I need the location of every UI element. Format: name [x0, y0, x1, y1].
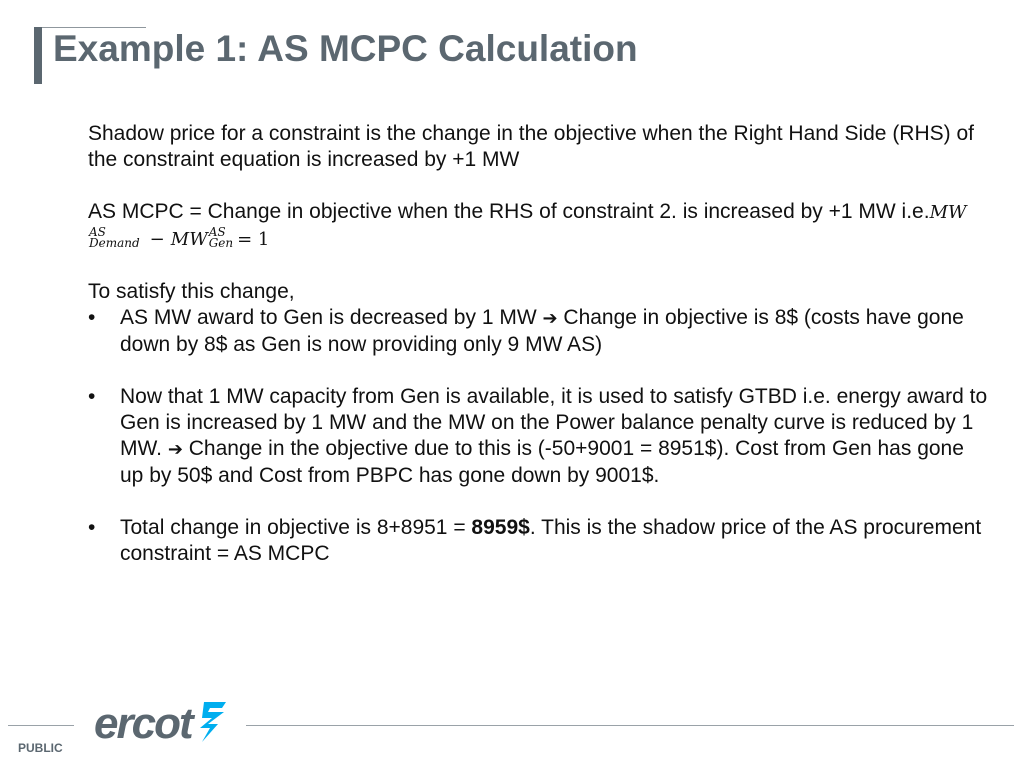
- intro-paragraph: Shadow price for a constraint is the change in the objective when the Right Hand Side (RHS) of the constraint equation is increased by +1 MW: [88, 122, 974, 171]
- bullet-2-text-end: Change in the objective due to this is (-50+9001 = 8951$). Cost from Gen has gone up by 50$ and Cost from PBPC has gone down by 9001$.: [120, 437, 964, 487]
- classification-label: PUBLIC: [18, 741, 63, 755]
- slide-title: Example 1: AS MCPC Calculation: [53, 28, 638, 69]
- bullet-item: [88, 305, 988, 358]
- equation-rhs: = 1: [237, 229, 270, 250]
- bullet-list: [88, 305, 988, 567]
- right-arrow-icon: ➔: [167, 439, 183, 460]
- lead-in-text: To satisfy this change,: [88, 280, 295, 303]
- equation-term1-sup: AS: [89, 225, 106, 239]
- bullet-icon: •: [88, 516, 96, 539]
- slide-body: [88, 121, 988, 567]
- equation-operator: −: [149, 229, 165, 250]
- logo-wordmark: ercot: [94, 699, 192, 748]
- definition-paragraph: [88, 199, 988, 253]
- ercot-logo: [94, 694, 228, 754]
- right-arrow-icon: ➔: [542, 308, 558, 329]
- bullet-3-text-end: . This is the shadow price of the AS procurement constraint = AS MCPC: [120, 516, 982, 565]
- bullet-3-text-start: Total change in objective is 8+8951 =: [120, 516, 472, 539]
- shadow-price-value: 8959$: [471, 516, 530, 539]
- footer-rule-left: [8, 725, 74, 726]
- bullet-item: [88, 384, 988, 489]
- bullet-icon: •: [88, 306, 96, 329]
- bullet-2-text-start: Now that 1 MW capacity from Gen is available, it is used to satisfy GTBD i.e. energy award to Gen is increased by 1 MW and the MW on the Power balance penalty curve is reduced by 1 MW.: [120, 385, 988, 460]
- equation-term2-sup: AS: [208, 225, 226, 239]
- equation-term2-sub: Gen: [208, 236, 234, 250]
- footer-rule-right: [246, 725, 1014, 726]
- equation-term1-sub: Demand: [89, 236, 140, 250]
- equation-term2-base: MW: [170, 229, 208, 250]
- bullet-1-text-start: AS MW award to Gen is decreased by 1 MW: [120, 306, 543, 329]
- definition-text: AS MCPC = Change in objective when the RHS of constraint 2. is increased by +1 MW i.e.: [88, 200, 930, 223]
- logo-bolt-icon: [198, 700, 228, 744]
- bullet-icon: •: [88, 385, 96, 408]
- title-accent-bar: [34, 27, 42, 84]
- bullet-1-text-end: Change in objective is 8$ (costs have gone down by 8$ as Gen is now providing only 9 MW AS): [120, 306, 964, 356]
- bullet-item: [88, 515, 988, 567]
- equation-term1-base: MW: [929, 202, 967, 223]
